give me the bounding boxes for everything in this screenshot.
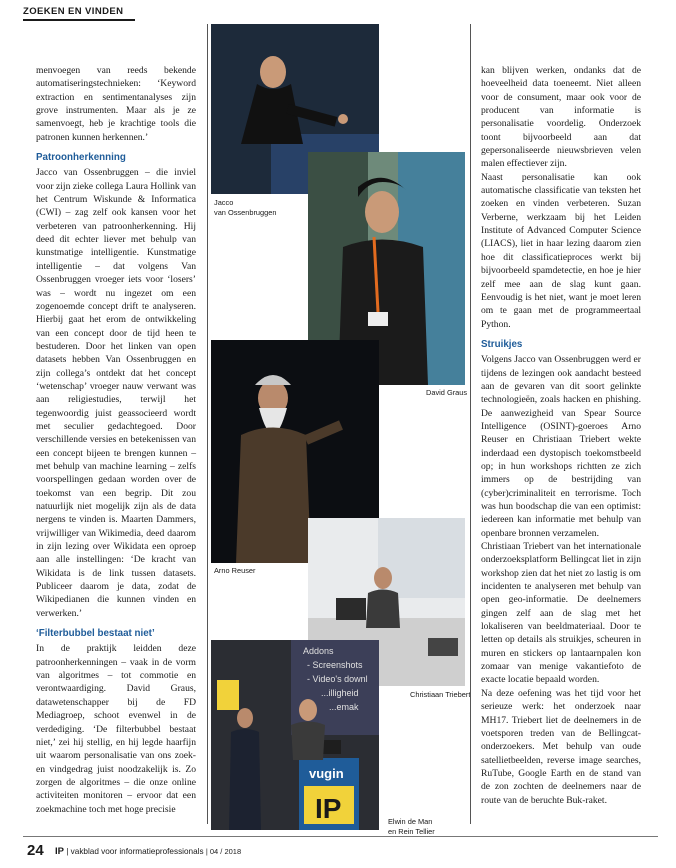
- slide-line-1: Addons: [303, 646, 334, 656]
- paragraph: In de praktijk leidden deze patroonherkenningen – vaak in de vorm van algoritmes – tot commotie en verontwaardiging. David Graus, datawetenschapper bij de FD Mediagroep, schoot evenwel in de verdediging. ‘De filterbubbel bestaat niet,’ zei hij stellig, en hij legde haarfijn uit waarom personalisatie van ons zoek- en vindgedrag juist noodzakelijk is. Zo zorgen de algoritmes – die onze online activiteiten monitoren – ervoor dat een zoekmachine toch met hoge precisie: [36, 643, 196, 815]
- podium-ip-logo: IP: [315, 793, 342, 824]
- subheading-struikjes: Struikjes: [481, 338, 523, 350]
- text-column-right: [481, 64, 641, 807]
- slide-line-2: - Screenshots: [307, 660, 363, 670]
- column-divider: [470, 24, 471, 824]
- footer-mag-name: IP: [55, 846, 64, 857]
- section-header: ZOEKEN EN VINDEN: [23, 6, 135, 21]
- footer-description: | vakblad voor informatieprofessionals: [66, 847, 204, 856]
- photo-elwin-rein: [211, 640, 379, 830]
- caption-elwin-rein: [388, 817, 435, 837]
- text-column-left: [36, 64, 196, 816]
- paragraph: menvoegen van reeds bekende automatiseringstechnieken: ‘Keyword extraction en sentimentanalyses zijn grove instrumenten. Maar als je ze samenvoegt, heb je krachtige tools die patronen kunnen herkennen.’: [36, 65, 196, 143]
- paragraph: Naast personalisatie kan ook automatische classificatie van teksten het zoeken en vinden verbeteren. Suzan Verberne, werkzaam bij het Leiden Institute of Advanced Computer Science (LIACS), liet in haar lezing daarom zien hoe dit classificatieproces werkt bij bijvoorbeeld spamdetectie, en hoe je hier zelf mee aan de slag kunt gaan. Eenvoudig is het niet, want je moet leren om te gaan met de programmeertaal Python.: [481, 171, 641, 330]
- paragraph: kan blijven werken, ondanks dat de hoeveelheid data toeneemt. Niet alleen voor de consument, maar ook voor de producent van informatie is personalisatie voordelig. Onderzoek toont bijvoorbeeld aan dat gepersonaliseerde nieuwsbrieven velen malen effectiever zijn.: [481, 65, 641, 170]
- paragraph: Christiaan Triebert van het internationale onderzoeksplatform Bellingcat liet in zijn workshop zien dat het niet zo lastig is om incidenten te analyseren met behulp van open geo-informatie. De deelnemers gingen zelf aan de slag met het lokaliseren van beeldmateriaal. Door te letten op details als struikjes, scheuren in muren en stickers op lantaarnpalen kon zomaar van menige vakantiefoto de exacte locatie bepaald worden.: [481, 541, 641, 686]
- column-divider: [207, 24, 208, 824]
- paragraph: Na deze oefening was het tijd voor het serieuze werk: het onderzoek naar MH17. Triebert liet de deelnemers in de voetsporen treden van de Bellingcat-onderzoekers. Met behulp van oude satellietbeelden, reverse image searches, RuTube, Google Earth en de stand van de zon zochten de deelnemers naar de route van de beruchte Buk-raket.: [481, 687, 641, 806]
- caption-jacco-text: Jacco van Ossenbruggen: [214, 198, 277, 217]
- subheading-patroonherkenning: Patroonherkenning: [36, 152, 126, 164]
- podium-vugin-logo: vugin: [309, 766, 344, 781]
- caption-elwin-rein-text: Elwin de Man en Rein Tellier: [388, 817, 435, 836]
- caption-christiaan: Christiaan Triebert: [410, 690, 471, 699]
- caption-arno: Arno Reuser: [214, 566, 256, 575]
- caption-jacco: [214, 198, 276, 218]
- footer-issue: | 04 / 2018: [205, 847, 242, 856]
- slide-line-5: ...emak: [329, 702, 359, 712]
- subheading-filterbubbel: ‘Filterbubbel bestaat niet’: [36, 628, 155, 640]
- paragraph: Volgens Jacco van Ossenbruggen werd er tijdens de lezingen ook aandacht besteed aan de gevaren van dit soort gelinkte technologieën, zoals hacken en phishing. De aanwezigheid van Spear Source Intelligence (OSINT)-goeroes Arno Reuser en Christiaan Triebert wekte inderdaad een dystopisch toekomstbeeld op; in hun workshops richtten ze zich immers op de bestrijding van (cyber)criminaliteit en terrorisme. Toch was hun boodschap die van een optimist: iedereen kan informatie met behulp van openbare bronnen verzamelen.: [481, 354, 641, 539]
- caption-david: David Graus: [426, 388, 468, 397]
- page-number: 24: [27, 842, 44, 859]
- slide-line-4: ...illigheid: [321, 688, 359, 698]
- paragraph: Jacco van Ossenbruggen – die inviel voor zijn zieke collega Laura Hollink van het Centrum Wiskunde & Informatica (CWI) – zag zelf ook kansen voor het verbeteren van patroonherkenning. Hij deed dit echter liever met behulp van kunstmatige intelligentie. Kunstmatige intelligentie – dat volgens Van Ossenbruggen vroeger iets voor ‘losers’ was – wordt nu ingezet om een zogenoemde concept drift te analyseren. Hierbij gaat het erom de ontwikkeling van een concept door de tijd heen te bestuderen. Door het linken van open datasets hebben Van Ossenbruggen en zijn collega’s ontdekt dat het concept ‘wetenschap’ vroeger nauw verwant was aan religiestudies, terwijl het tegenwoordig juist geassocieerd wordt met seculier gedachtegoed. Door verschillende versies en betekenissen van een concept bijeen te brengen kunnen – met behulp van machine learning – zelfs voorspellingen gedaan worden over de toekomst van een begrip. Dit zou natuurlijk niet mogelijk zijn als de data nergens te vinden is. Maarten Dammers, vrijwilliger van Wikimedia, deed daarom in zijn lezing over Wikidata een oproep aan alle instellingen: ‘De kracht van Wikidata is de link tussen datasets. Publiceer daarom je data, zodat de Wikipedianen die kunnen vinden en verwerken.’: [36, 167, 196, 619]
- footer-rule: [23, 836, 658, 837]
- slide-line-3: - Video's downl: [307, 674, 368, 684]
- footer-masthead: [55, 846, 241, 857]
